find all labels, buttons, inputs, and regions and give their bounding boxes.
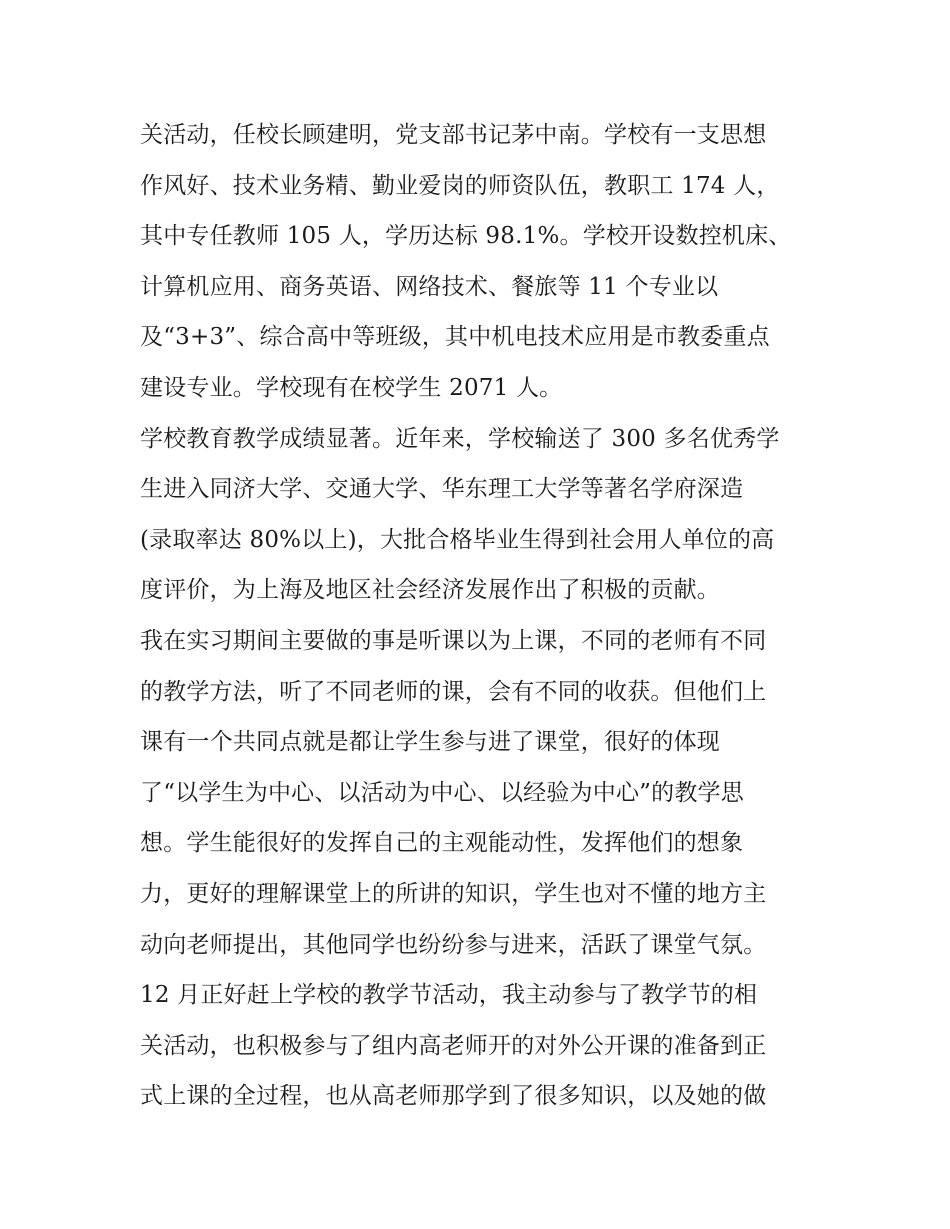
text-line: 关活动，任校长顾建明，党支部书记茅中南。学校有一支思想 [140,122,767,148]
text-line: 式上课的全过程，也从高老师那学到了很多知识，以及她的做 [140,1083,767,1110]
text-line: 及“3+3”、综合高中等班级，其中机电技术应用是市教委重点 [140,324,770,351]
text-line: 12 月正好赶上学校的教学节活动，我主动参与了教学节的相 [140,982,758,1009]
text-line: 关活动，也积极参与了组内高老师开的对外公开课的准备到正 [140,1032,767,1059]
text-line: 作风好、技术业务精、勤业爱岗的师资队伍，教职工 174 人， [140,172,780,199]
text-line: (录取率达 80%以上)，大批合格毕业生得到社会用人单位的高 [140,526,775,553]
text-line: 了“以学生为中心、以活动为中心、以经验为中心”的教学思 [140,779,744,806]
text-line: 其中专任教师 105 人，学历达标 98.1%。学校开设数控机床、 [140,223,792,250]
text-line: 学校教育教学成绩显著。近年来，学校输送了 300 多名优秀学 [140,425,780,452]
text-line: 建设专业。学校现有在校学生 2071 人。 [140,374,563,401]
text-line: 想。学生能很好的发挥自己的主观能动性，发挥他们的想象 [140,830,744,857]
text-line: 力，更好的理解课堂上的所讲的知识，学生也对不懂的地方主 [140,880,767,907]
text-line: 生进入同济大学、交通大学、华东理工大学等著名学府深造 [140,476,744,503]
text-line: 动向老师提出，其他同学也纷纷参与进来，活跃了课堂气氛。 [140,931,767,958]
text-line: 度评价，为上海及地区社会经济发展作出了积极的贡献。 [140,577,720,604]
text-line: 的教学方法，听了不同老师的课，会有不同的收获。但他们上 [140,678,767,705]
text-line: 课有一个共同点就是都让学生参与进了课堂，很好的体现 [140,729,720,756]
text-line: 计算机应用、商务英语、网络技术、餐旅等 11 个专业以 [140,273,719,300]
text-line: 我在实习期间主要做的事是听课以为上课，不同的老师有不同 [140,627,767,654]
body-text [140,110,820,1122]
